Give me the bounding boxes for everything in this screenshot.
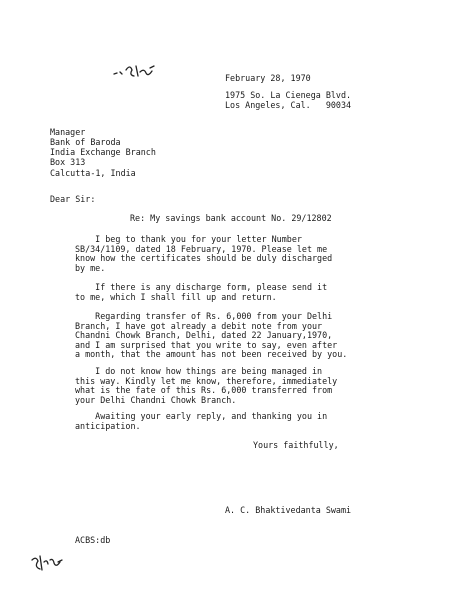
paragraph-5-line: Awaiting your early reply, and thanking you in <box>75 411 328 421</box>
paragraph-4-line: what is the fate of this Rs. 6,000 transferred from <box>75 385 333 396</box>
paragraph-4 <box>75 367 415 405</box>
salutation: Dear Sir: <box>50 194 96 204</box>
paragraph-3-line: Regarding transfer of Rs. 6,000 from your Delhi <box>75 311 333 321</box>
recipient-line-1: Manager <box>50 127 86 137</box>
typist-initials: ACBS:db <box>75 535 111 545</box>
paragraph-3-line: Branch, I have got already a debit note from your <box>75 320 323 331</box>
paragraph-4-line: this way. Kindly let me know, therefore, immediately <box>75 375 338 386</box>
closing: Yours faithfully, <box>253 440 339 450</box>
recipient-line-4: Box 313 <box>50 157 86 167</box>
paragraph-3-line: and I am surprised that you write to say, even after <box>75 339 338 350</box>
paragraph-2-line: If there is any discharge form, please send it <box>75 282 328 292</box>
paragraph-1-line: know how the certificates should be duly discharged <box>75 253 333 264</box>
paragraph-4-line: your Delhi Chandni Chowk Branch. <box>75 394 237 405</box>
paragraph-3-line: Chandni Chowk Branch, Delhi, dated 22 January,1970, <box>75 330 333 341</box>
paragraph-2 <box>75 283 415 302</box>
paragraph-1-line: SB/34/1109, dated 18 February, 1970. Please let me <box>75 243 328 254</box>
paragraph-2-line: to me, which I shall fill up and return. <box>75 291 277 302</box>
paragraph-5 <box>75 412 415 431</box>
recipient-line-3: India Exchange Branch <box>50 147 156 157</box>
recipient-line-5: Calcutta-1, India <box>50 168 136 178</box>
subject-line: Re: My savings bank account No. 29/12802 <box>130 213 332 223</box>
paragraph-3-line: a month, that the amount has not been received by you. <box>75 349 348 360</box>
recipient-line-2: Bank of Baroda <box>50 137 121 147</box>
handwritten-mark-top <box>112 60 162 84</box>
signature-name: A. C. Bhaktivedanta Swami <box>225 505 352 515</box>
sender-address-line-2: Los Angeles, Cal. 90034 <box>225 100 352 110</box>
paragraph-1-line: I beg to thank you for your letter Number <box>75 234 302 244</box>
handwritten-mark-bottom <box>28 552 68 576</box>
paragraph-1 <box>75 235 415 273</box>
letter-date: February 28, 1970 <box>225 73 311 83</box>
paragraph-5-line: anticipation. <box>75 420 141 431</box>
paragraph-1-line: by me. <box>75 262 106 273</box>
paragraph-4-line: I do not know how things are being managed in <box>75 366 323 376</box>
paragraph-3 <box>75 312 415 360</box>
sender-address-line-1: 1975 So. La Cienega Blvd. <box>225 90 352 100</box>
